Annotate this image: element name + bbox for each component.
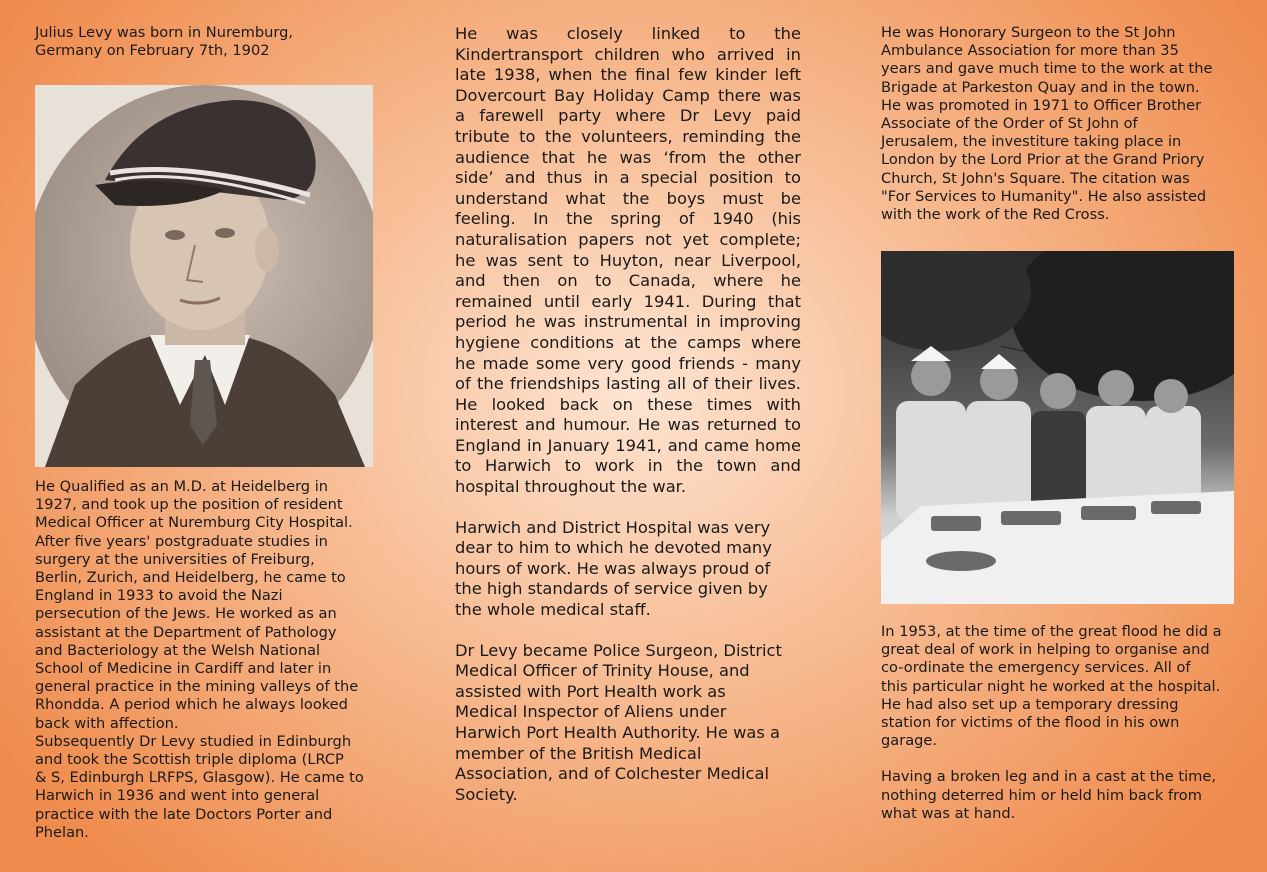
flood-text: In 1953, at the time of the great flood he did a great deal of work in helping to organise and co-ordinate the emergency services. All of this particular night he worked at the hospital. He had also set up a temporary dressing station for victims of the flood in his own garage. <box>881 623 1222 750</box>
portrait-photo <box>35 85 373 467</box>
portrait-illustration <box>35 85 373 467</box>
group-illustration <box>881 251 1234 604</box>
st-john-text: He was Honorary Surgeon to the St John Ambulance Association for more than 35 years and gave much time to the work at the Brigade at Parkeston Quay and in the town. He was promoted in 1971 to Officer Brother Associate of the Order of St John of Jerusalem, the investiture taking place in London by the Lord Prior at the Grand Priory Church, St John's Square. The citation was "For Services to Humanity". He also assisted with the work of the Red Cross. <box>881 24 1213 224</box>
column-2 <box>455 24 801 805</box>
career-text: He Qualified as an M.D. at Heidelberg in 1927, and took up the position of resident Medical Officer at Nuremburg City Hospital. After five years' postgraduate studies in surgery at the universities of Freiburg, Berlin, Zurich, and Heidelberg, he came to England in 1933 to avoid the Nazi persecution of the Jews. He worked as an assistant at the Department of Pathology and Bacteriology at the Welsh National School of Medicine in Cardiff and later in general practice in the mining valleys of the Rhondda. A period which he always looked back with affection. Subsequently Dr Levy studied in Edinburgh and took the Scottish triple diploma (LRCP & S, Edinburgh LRFPS, Glasgow). He came to Harwich in 1936 and went into general practice with the late Doctors Porter and Phelan. <box>35 478 364 841</box>
birth-text: Julius Levy was born in Nuremburg, Germany on February 7th, 1902 <box>35 24 294 59</box>
broken-leg-text: Having a broken leg and in a cast at the time, nothing deterred him or held him back from what was at hand. <box>881 768 1217 822</box>
column-3-top <box>881 24 1239 224</box>
hospital-text: Harwich and District Hospital was very dear to him to which he devoted many hours of work. He was always proud of the high standards of service given by the whole medical staff. <box>455 517 772 620</box>
police-surgeon-text: Dr Levy became Police Surgeon, District Medical Officer of Trinity House, and assisted with Port Health work as Medical Inspector of Aliens under Harwich Port Health Authority. He was a member of the British Medical Association, and of Colchester Medical Society. <box>455 640 782 804</box>
column-1-intro <box>35 24 325 60</box>
group-photo <box>881 251 1234 604</box>
kindertransport-text: He was closely linked to the Kindertransport children who arrived in late 1938, when the final few kinder left Dovercourt Bay Holiday Camp there was a farewell party where Dr Levy paid tribute to the volunteers, reminding the audience that he was ‘from the other side’ and thus in a special position to understand what the boys must be feeling. In the spring of 1940 (his naturalisation papers not yet complete; he was sent to Huyton, near Liverpool, and then on to Canada, where he remained until early 1941. During that period he was instrumental in improving hygiene conditions at the camps where he made some very good friends - many of the friendships lasting all of their lives. He looked back on these times with interest and humour. He was returned to England in January 1941, and came home to Harwich to work in the town and hospital throughout the war. <box>455 24 801 497</box>
column-3-bottom <box>881 623 1239 823</box>
column-1-body <box>35 478 380 842</box>
